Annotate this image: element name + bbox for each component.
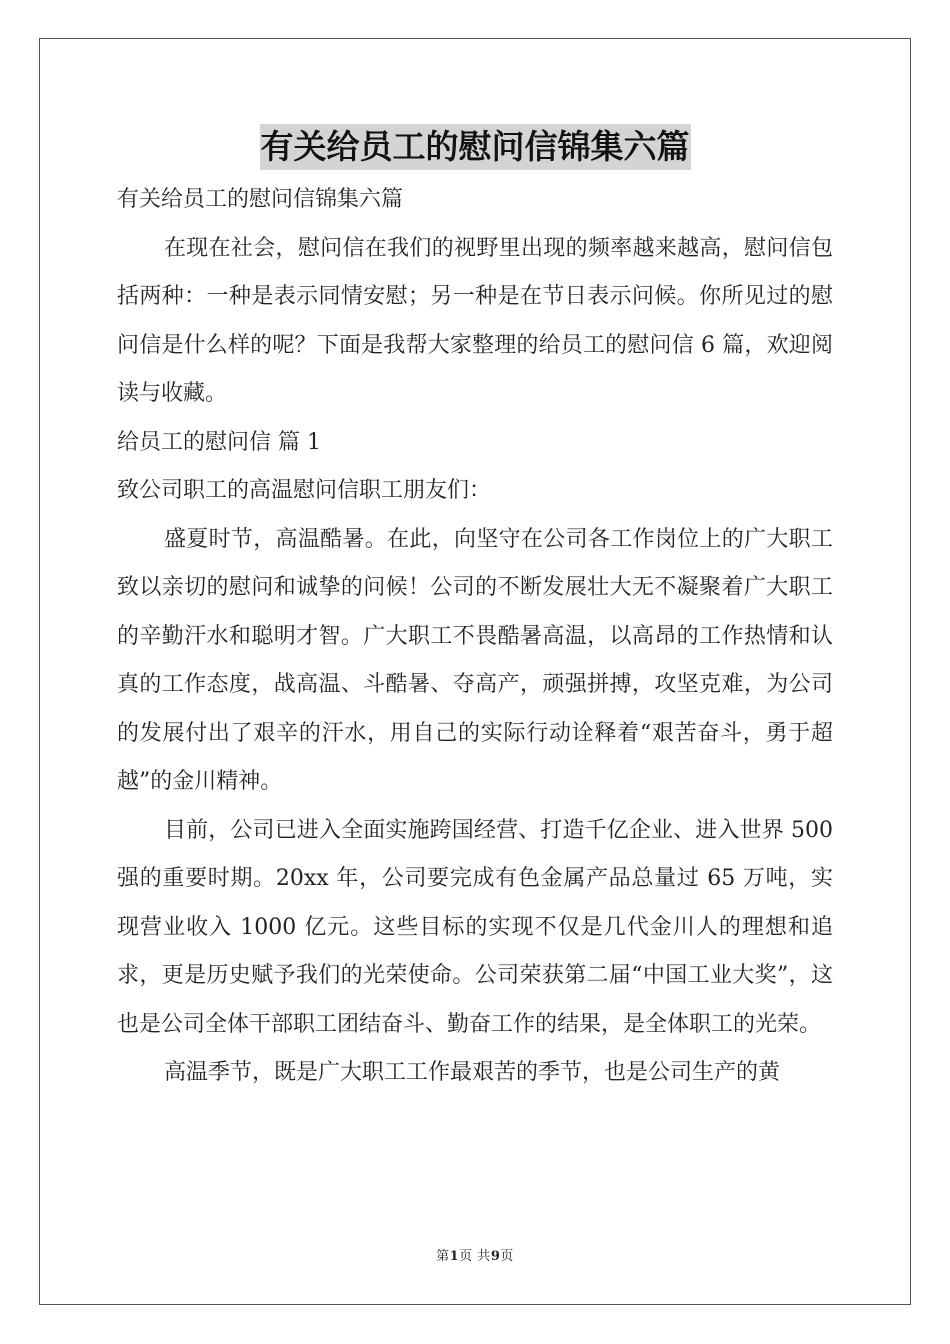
title-container bbox=[0, 124, 950, 170]
page-number-prefix: 第 bbox=[436, 1249, 450, 1264]
paragraph-subtitle: 有关给员工的慰问信锦集六篇 bbox=[117, 187, 404, 212]
paragraph-intro: 在现在社会，慰问信在我们的视野里出现的频率越来越高，慰问信包括两种：一种是表示同情安慰；另一种是在节日表示问候。你所见过的慰问信是什么样的呢？下面是我帮大家整理的给员工的慰问信 6 篇，欢迎阅读与收藏。 bbox=[117, 235, 833, 406]
paragraph-body-2: 目前，公司已进入全面实施跨国经营、打造千亿企业、进入世界 500 强的重要时期。20xx 年，公司要完成有色金属产品总量过 65 万吨，实现营业收入 1000 亿元。这些目标的实现不仅是几代金川人的理想和追求，更是历史赋予我们的光荣使命。公司荣获第二届“中国工业大奖”，这也是公司全体干部职工团结奋斗、勤奋工作的结果，是全体职工的光荣。 bbox=[117, 817, 833, 1037]
paragraph-body-3: 高温季节，既是广大职工工作最艰苦的季节，也是公司生产的黄 bbox=[164, 1060, 781, 1085]
document-body bbox=[117, 176, 833, 1098]
letter-salutation: 致公司职工的高温慰问信职工朋友们： bbox=[117, 478, 492, 503]
page-number-mid: 页 共 bbox=[459, 1249, 491, 1264]
page-number-total: 9 bbox=[490, 1249, 501, 1264]
paragraph-body-1: 盛夏时节，高温酷暑。在此，向坚守在公司各工作岗位上的广大职工致以亲切的慰问和诚挚的问候！公司的不断发展壮大无不凝聚着广大职工的辛勤汗水和聪明才智。广大职工不畏酷暑高温，以高昂的工作热情和认真的工作态度，战高温、斗酷暑、夺高产，顽强拼搏，攻坚克难，为公司的发展付出了艰辛的汗水，用自己的实际行动诠释着“艰苦奋斗，勇于超越”的金川精神。 bbox=[117, 526, 833, 794]
page-number-suffix: 页 bbox=[500, 1249, 514, 1264]
section-heading: 给员工的慰问信 篇 1 bbox=[117, 429, 321, 455]
page-footer bbox=[0, 1245, 950, 1264]
page-number-current: 1 bbox=[449, 1249, 460, 1264]
document-title: 有关给员工的慰问信锦集六篇 bbox=[260, 124, 691, 170]
